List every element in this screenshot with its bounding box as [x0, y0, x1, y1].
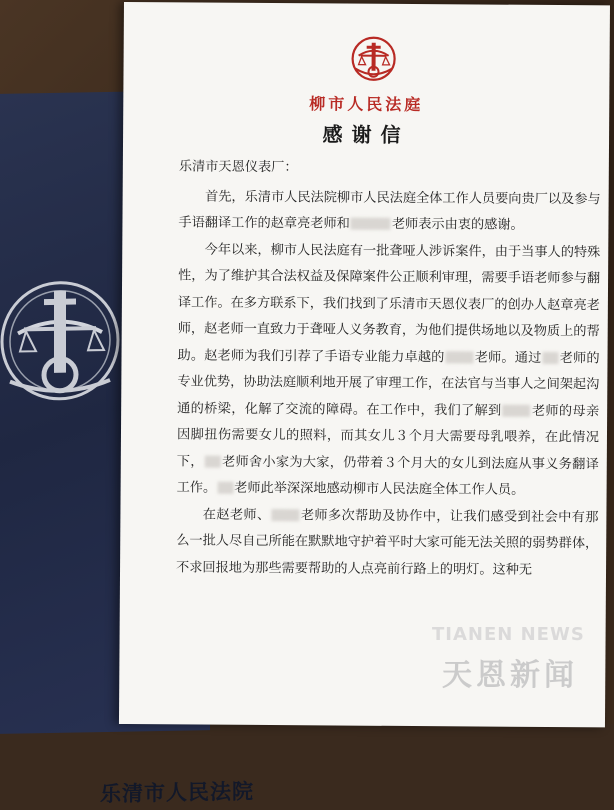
redacted-name	[205, 455, 221, 467]
salutation: 乐清市天恩仪表厂：	[178, 159, 298, 176]
paragraph-text: 老师表示由衷的感谢。	[391, 216, 524, 233]
redacted-name	[351, 218, 391, 230]
paragraph-text: 老师多次帮助及协作中，让我们感受到社会中有那么一批人尽自己所能在默默地守护着平时大家可能无法关照的弱势群体，不求回报地为那些需要帮助的人点亮前行路上的明灯。这种无	[176, 507, 599, 578]
court-emblem-icon	[0, 270, 128, 404]
redacted-name	[446, 351, 474, 363]
paragraph-text: 今年以来，柳市人民法庭有一批聋哑人涉诉案件，由于当事人的特殊性，为了维护其合法权益及保障案件公正顺利审理，需要手语老师参与翻译工作。在多方联系下，我们找到了乐清市天恩仪表厂的创办人赵章亮老师，赵老师一直致力于聋哑人义务教育，为他们提供场地以及物质上的帮助。赵老师为我们引荐了手语专业能力卓越的	[177, 242, 601, 365]
paragraph-text: 老师的母亲因脚扭伤需要女儿的照料，而其女儿３个月大需要母乳喂养，在此情况下，	[176, 403, 600, 470]
paragraph-text: 老师。通过	[474, 349, 542, 366]
paragraph-text: 老师舍小家为大家，仍带着３个月大的女儿到法庭从事义务翻译工作。	[176, 454, 599, 496]
court-name: 柳市人民法庭	[309, 94, 424, 115]
redacted-name	[217, 482, 233, 494]
paragraph-2	[177, 237, 601, 505]
paragraph-3	[176, 502, 599, 584]
paragraph-1	[178, 184, 600, 240]
letter-body	[176, 154, 601, 584]
redacted-name	[271, 509, 299, 521]
redacted-name	[503, 404, 531, 416]
court-emblem-icon	[350, 36, 396, 82]
watermark-chinese: 天恩新闻	[442, 658, 578, 693]
paragraph-text: 首先，乐清市人民法院柳市人民法庭全体工作人员要向贵厂以及参与手语翻译工作的赵章亮老师和	[178, 189, 601, 232]
watermark-english: TIANEN NEWS	[432, 624, 585, 645]
redacted-name	[542, 351, 558, 363]
folder-court-title: 乐清市人民法院	[100, 778, 254, 807]
paragraph-text: 在赵老师、	[202, 507, 271, 523]
paragraph-text: 老师此举深深地感动柳市人民法庭全体工作人员。	[234, 480, 525, 498]
thank-you-letter	[119, 2, 610, 727]
paragraph-text: 老师的专业优势，协助法庭顺利地开展了审理工作，在法官与当事人之间架起沟通的桥梁，化解了交流的障碍。在工作中，我们了解到	[177, 350, 600, 419]
letter-title: 感谢信	[322, 122, 410, 147]
